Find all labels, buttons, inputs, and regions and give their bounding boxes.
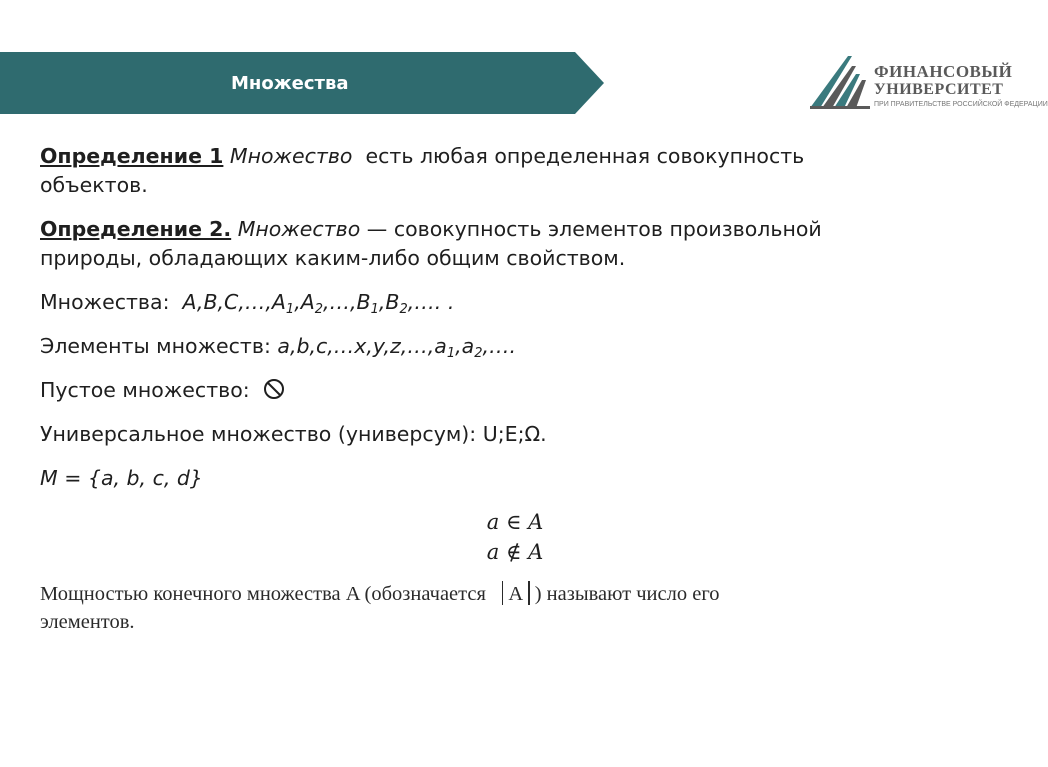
university-logo [808, 48, 1048, 116]
universal-set-text: Универсальное множество (универсум): U;E;Ω. [40, 422, 547, 446]
abs-bar-left [502, 581, 504, 605]
logo-text-line3: ПРИ ПРАВИТЕЛЬСТВЕ РОССИЙСКОЙ ФЕДЕРАЦИИ [874, 101, 1048, 108]
definition-2-text: — совокупность элементов произвольной [366, 217, 822, 241]
definition-1-term: Множество [229, 144, 353, 168]
definition-1 [40, 142, 980, 200]
formula-element-in: a ∈ A [486, 510, 544, 534]
logo-text-line1: ФИНАНСОВЫЙ [874, 62, 1013, 81]
sets-part: ,B [378, 290, 400, 314]
cardinality-text-end: элементов. [40, 611, 135, 633]
logo-emblem-icon [808, 48, 872, 110]
sets-prefix: Множества: [40, 290, 170, 314]
elements-notation [40, 332, 980, 361]
set-m-definition [40, 464, 980, 493]
elements-prefix: Элементы множеств: [40, 334, 271, 358]
elements-tail: ,…. [482, 334, 517, 358]
sets-tail: ,…. . [407, 290, 455, 314]
slide-content [40, 142, 980, 508]
universal-set-line [40, 420, 980, 449]
sub: 1 [285, 302, 295, 317]
definition-1-text: есть любая определенная совокупность [365, 144, 805, 168]
definition-1-label: Определение 1 [40, 144, 224, 168]
sets-main: A,B,C,…,A [182, 290, 286, 314]
sub: 2 [314, 302, 324, 317]
cardinality-symbol: A [508, 583, 524, 605]
definition-2-text-cont: природы, обладающих каким-либо общим свойством. [40, 246, 626, 270]
empty-set-line [40, 376, 980, 405]
sub: 1 [446, 346, 456, 361]
empty-set-text: Пустое множество: [40, 378, 250, 402]
sets-part: ,A [294, 290, 315, 314]
sub: 2 [399, 302, 408, 317]
definition-2-term: Множество [237, 217, 361, 241]
formula-element-not-in: a ∉ A [486, 540, 544, 564]
cardinality-paragraph [40, 580, 940, 636]
elements-part: ,a [455, 334, 475, 358]
set-m-text: M = {a, b, c, d} [40, 466, 203, 490]
slide-title: Множества [231, 73, 349, 94]
abs-bar-right [528, 581, 530, 605]
cardinality-text-cont: ) называют число его [534, 583, 720, 605]
sub: 2 [474, 346, 483, 361]
definition-2-label: Определение 2. [40, 217, 232, 241]
elements-main: a,b,c,…x,y,z,…,a [277, 334, 447, 358]
cardinality-text: Мощностью конечного множества A (обозначается [40, 583, 486, 605]
sub: 1 [370, 302, 379, 317]
empty-set-icon [262, 377, 286, 401]
logo-text-line2: УНИВЕРСИТЕТ [874, 81, 1004, 98]
definition-1-text-cont: объектов. [40, 173, 148, 197]
sets-notation [40, 288, 980, 317]
sets-part: ,…,B [323, 290, 371, 314]
definition-2 [40, 215, 980, 273]
